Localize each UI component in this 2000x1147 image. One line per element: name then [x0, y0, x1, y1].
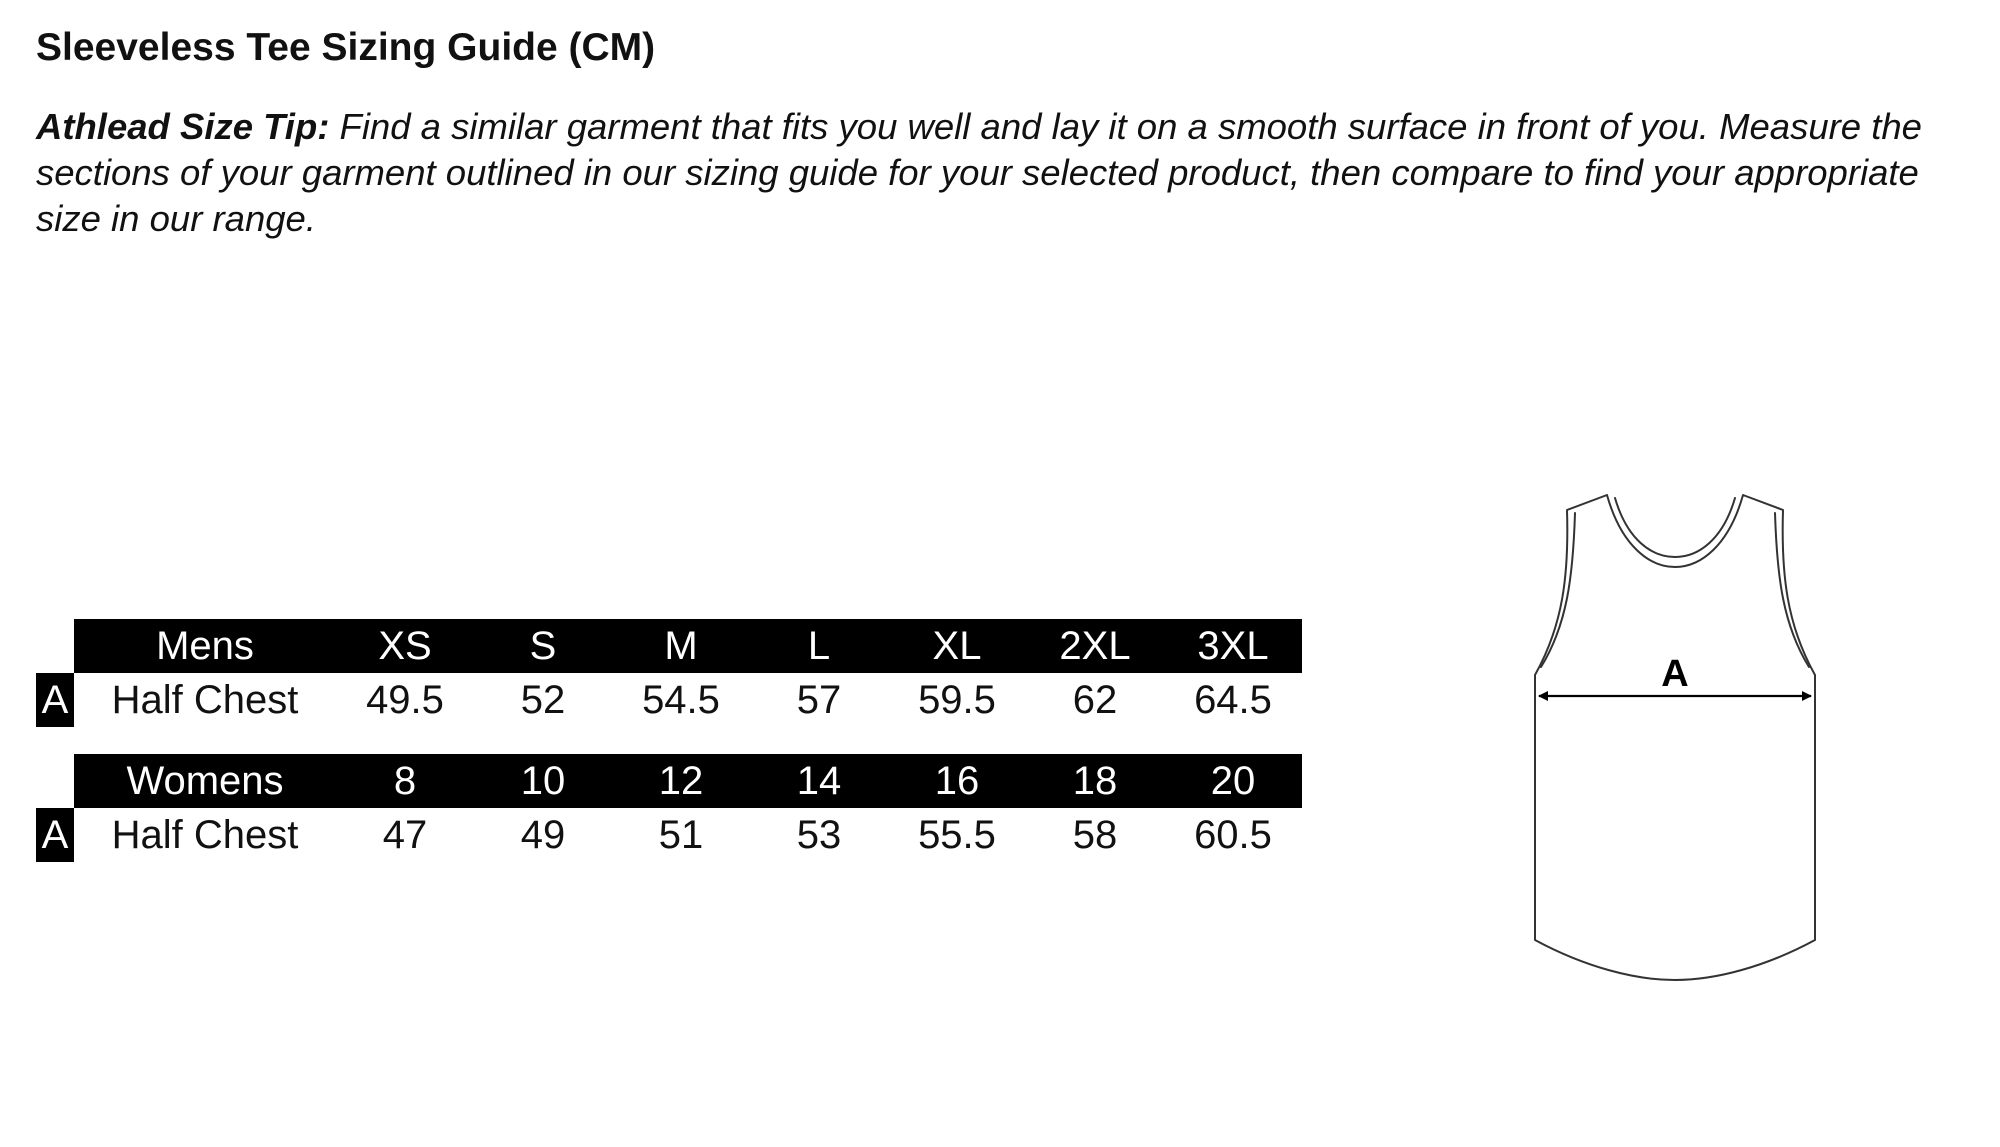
measurement-value: 52	[520, 678, 566, 722]
size-header: 14	[750, 754, 888, 808]
measurement-value: 54.5	[642, 678, 720, 722]
measurement-value: 55.5	[918, 813, 996, 857]
measurement-value: 57	[796, 678, 842, 722]
tee-right-armhole	[1775, 513, 1809, 667]
row-label: Half Chest	[111, 678, 299, 722]
size-header: L	[750, 619, 888, 673]
measurement-value: 58	[1072, 813, 1118, 857]
size-header: 8	[336, 754, 474, 808]
mens-size-table	[36, 619, 1302, 727]
garment-diagram	[1495, 485, 1855, 1010]
tee-left-armhole	[1541, 513, 1575, 667]
tee-body-outline	[1535, 495, 1815, 980]
header-spacer	[36, 754, 74, 808]
measurement-value: 47	[382, 813, 428, 857]
womens-header-row	[36, 754, 1302, 808]
size-header: 3XL	[1164, 619, 1302, 673]
page-title: Sleeveless Tee Sizing Guide (CM)	[36, 26, 656, 69]
size-header: S	[474, 619, 612, 673]
size-header: 18	[1026, 754, 1164, 808]
sleeveless-tee-icon	[1495, 485, 1855, 1005]
measurement-marker	[36, 808, 74, 862]
measurement-value: 51	[658, 813, 704, 857]
size-header: 20	[1164, 754, 1302, 808]
mens-half-chest-row	[36, 673, 1302, 727]
measurement-value: 60.5	[1194, 813, 1272, 857]
measurement-value: 49.5	[366, 678, 444, 722]
measurement-value: 59.5	[918, 678, 996, 722]
measurement-marker	[36, 673, 74, 727]
mens-header-row	[36, 619, 1302, 673]
row-label: Half Chest	[111, 813, 299, 857]
mens-header-label: Mens	[74, 619, 336, 673]
measurement-value: 62	[1072, 678, 1118, 722]
measurement-value: 53	[796, 813, 842, 857]
size-header: 16	[888, 754, 1026, 808]
size-tip-label: Athlead Size Tip:	[36, 106, 330, 147]
measurement-value: 64.5	[1194, 678, 1272, 722]
measurement-value: 49	[520, 813, 566, 857]
womens-half-chest-row	[36, 808, 1302, 862]
size-header: XS	[336, 619, 474, 673]
half-chest-measure-label: A	[1661, 653, 1689, 695]
size-tip	[36, 104, 1976, 242]
size-header: 10	[474, 754, 612, 808]
measurement-marker-label: A	[36, 808, 74, 862]
size-header: 12	[612, 754, 750, 808]
size-header: XL	[888, 619, 1026, 673]
tee-neckline-trim	[1615, 498, 1735, 557]
header-spacer	[36, 619, 74, 673]
size-header: M	[612, 619, 750, 673]
womens-size-table	[36, 754, 1302, 862]
womens-header-label: Womens	[74, 754, 336, 808]
measurement-marker-label: A	[36, 673, 74, 727]
size-tip-text: Find a similar garment that fits you well and lay it on a smooth surface in front of you. Measure the sections of your garment outlined in our sizing guide for your selected product, then compare to find your appropriate size in our range.	[36, 106, 1922, 239]
size-header: 2XL	[1026, 619, 1164, 673]
